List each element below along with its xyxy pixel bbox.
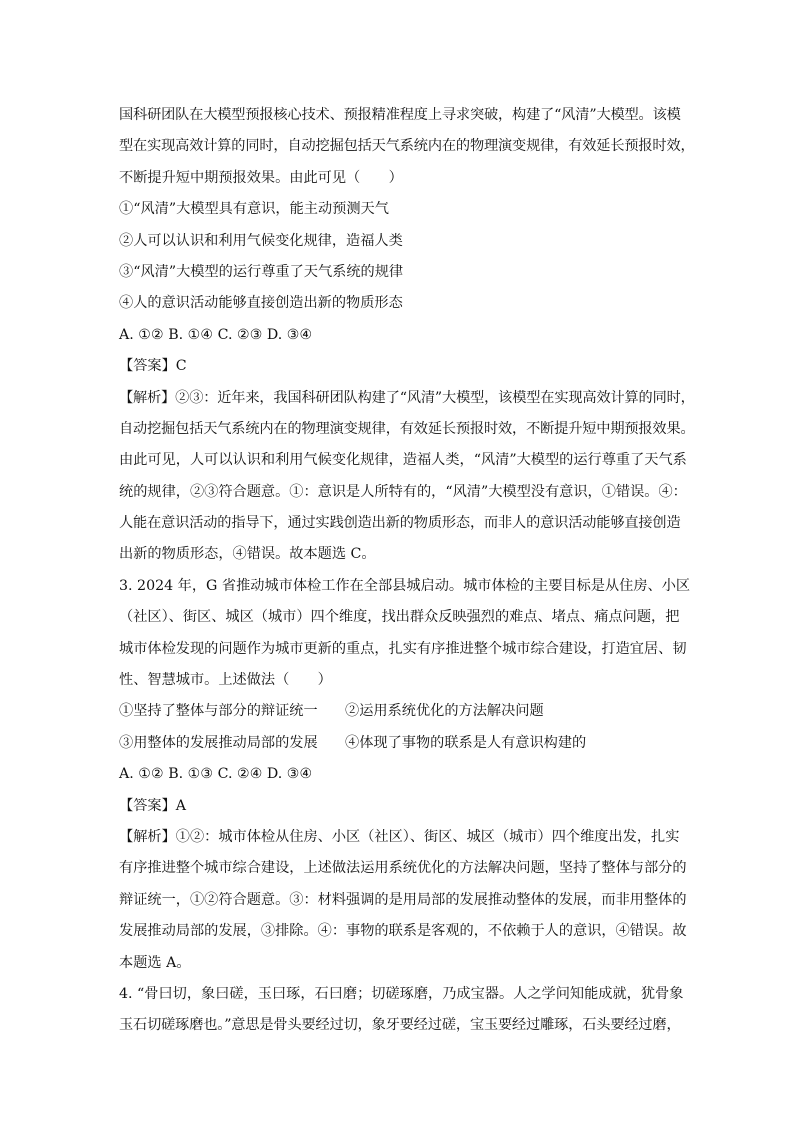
question-3-stem-line-3: 城市体检发现的问题作为城市更新的重点，扎实有序推进整个城市综合建设，打造宜居、韧 [119,640,687,657]
question-2-option-4: ④人的意识活动能够直接创造出新的物质形态 [119,295,403,312]
question-3-analysis-line-3: 辩证统一，①②符合题意。③：材料强调的是用局部的发展推动整体的发展，而非用整体的 [119,891,687,908]
question-3-analysis-line-1: 【解析】①②：城市体检从住房、小区（社区）、街区、城区（城市）四个维度出发，扎实 [119,828,680,845]
question-2-analysis-line-4: 统的规律，②③符合题意。①：意识是人所特有的，“风清”大模型没有意识，①错误。④： [119,483,687,500]
question-2-analysis-line-6: 出新的物质形态，④错误。故本题选 C。 [119,546,376,563]
question-4-stem-line-1: 4. “骨曰切，象曰磋，玉曰琢，石曰磨；切磋琢磨，乃成宝器。人之学问知能成就，犹骨象 [119,985,684,1002]
question-3-option-1: ①坚持了整体与部分的辩证统一 [119,703,318,720]
question-3-stem-line-4: 性、智慧城市。上述做法（ ） [119,672,332,689]
question-3-analysis-line-5: 本题选 A。 [119,954,191,971]
question-2-analysis-line-2: 自动挖掘包括天气系统内在的物理演变规律，有效延长预报时效，不断提升短中期预报效果。 [119,420,695,437]
question-3-choices: A. ①② B. ①③ C. ②④ D. ③④ [119,766,313,783]
question-4-stem-line-2: 玉石切磋琢磨也。”意思是骨头要经过切，象牙要经过磋，宝玉要经过雕琢，石头要经过磨， [119,1017,681,1034]
question-3-stem-line-2: （社区）、街区、城区（城市）四个维度，找出群众反映强烈的难点、堵点、痛点问题，把 [119,609,680,626]
document-page [119,100,695,1042]
question-2-option-3: ③“风清”大模型的运行尊重了天气系统的规律 [119,263,404,280]
question-3-option-4: ④体现了事物的联系是人有意识构建的 [345,734,587,751]
question-3-options-row-2 [119,728,681,759]
question-3-stem-line-1: 3. 2024 年，G 省推动城市体检工作在全部县城启动。城市体检的主要目标是从住房、小区 [119,577,691,594]
question-2-stem-line-3: 不断提升短中期预报效果。由此可见（ ） [119,169,403,186]
question-3-option-3: ③用整体的发展推动局部的发展 [119,734,318,751]
question-2-stem-line-1: 国科研团队在大模型预报核心技术、预报精准程度上寻求突破，构建了“风清”大模型。该模 [119,107,681,123]
question-3-option-2: ②运用系统优化的方法解决问题 [345,703,544,720]
question-3-analysis-line-4: 发展推动局部的发展，③排除。④：事物的联系是客观的，不依赖于人的意识，④错误。故 [119,923,687,940]
question-2-analysis-line-3: 由此可见，人可以认识和利用气候变化规律，造福人类，“风清”大模型的运行尊重了天气系 [119,452,687,469]
question-2-analysis-line-5: 人能在意识活动的指导下，通过实践创造出新的物质形态，而非人的意识活动能够直接创造 [119,515,681,532]
question-3-answer: 【答案】A [119,797,186,814]
question-2 [119,100,695,571]
question-2-analysis-line-1: 【解析】②③：近年来，我国科研团队构建了“风清”大模型，该模型在实现高效计算的同时， [119,389,695,406]
question-3-options-row-1 [119,696,681,727]
question-2-answer: 【答案】C [119,358,187,375]
question-4 [119,979,684,1042]
question-2-choices: A. ①② B. ①④ C. ②③ D. ③④ [119,326,313,343]
question-3-analysis-line-2: 有序推进整个城市综合建设，上述做法运用系统优化的方法解决问题，坚持了整体与部分的 [119,860,687,877]
question-2-option-2: ②人可以认识和利用气候变化规律，造福人类 [119,232,403,249]
question-2-stem-line-2: 型在实现高效计算的同时，自动挖掘包括天气系统内在的物理演变规律，有效延长预报时效， [119,138,695,155]
question-2-option-1: ①“风清”大模型具有意识，能主动预测天气 [119,201,389,218]
question-3 [119,571,691,979]
